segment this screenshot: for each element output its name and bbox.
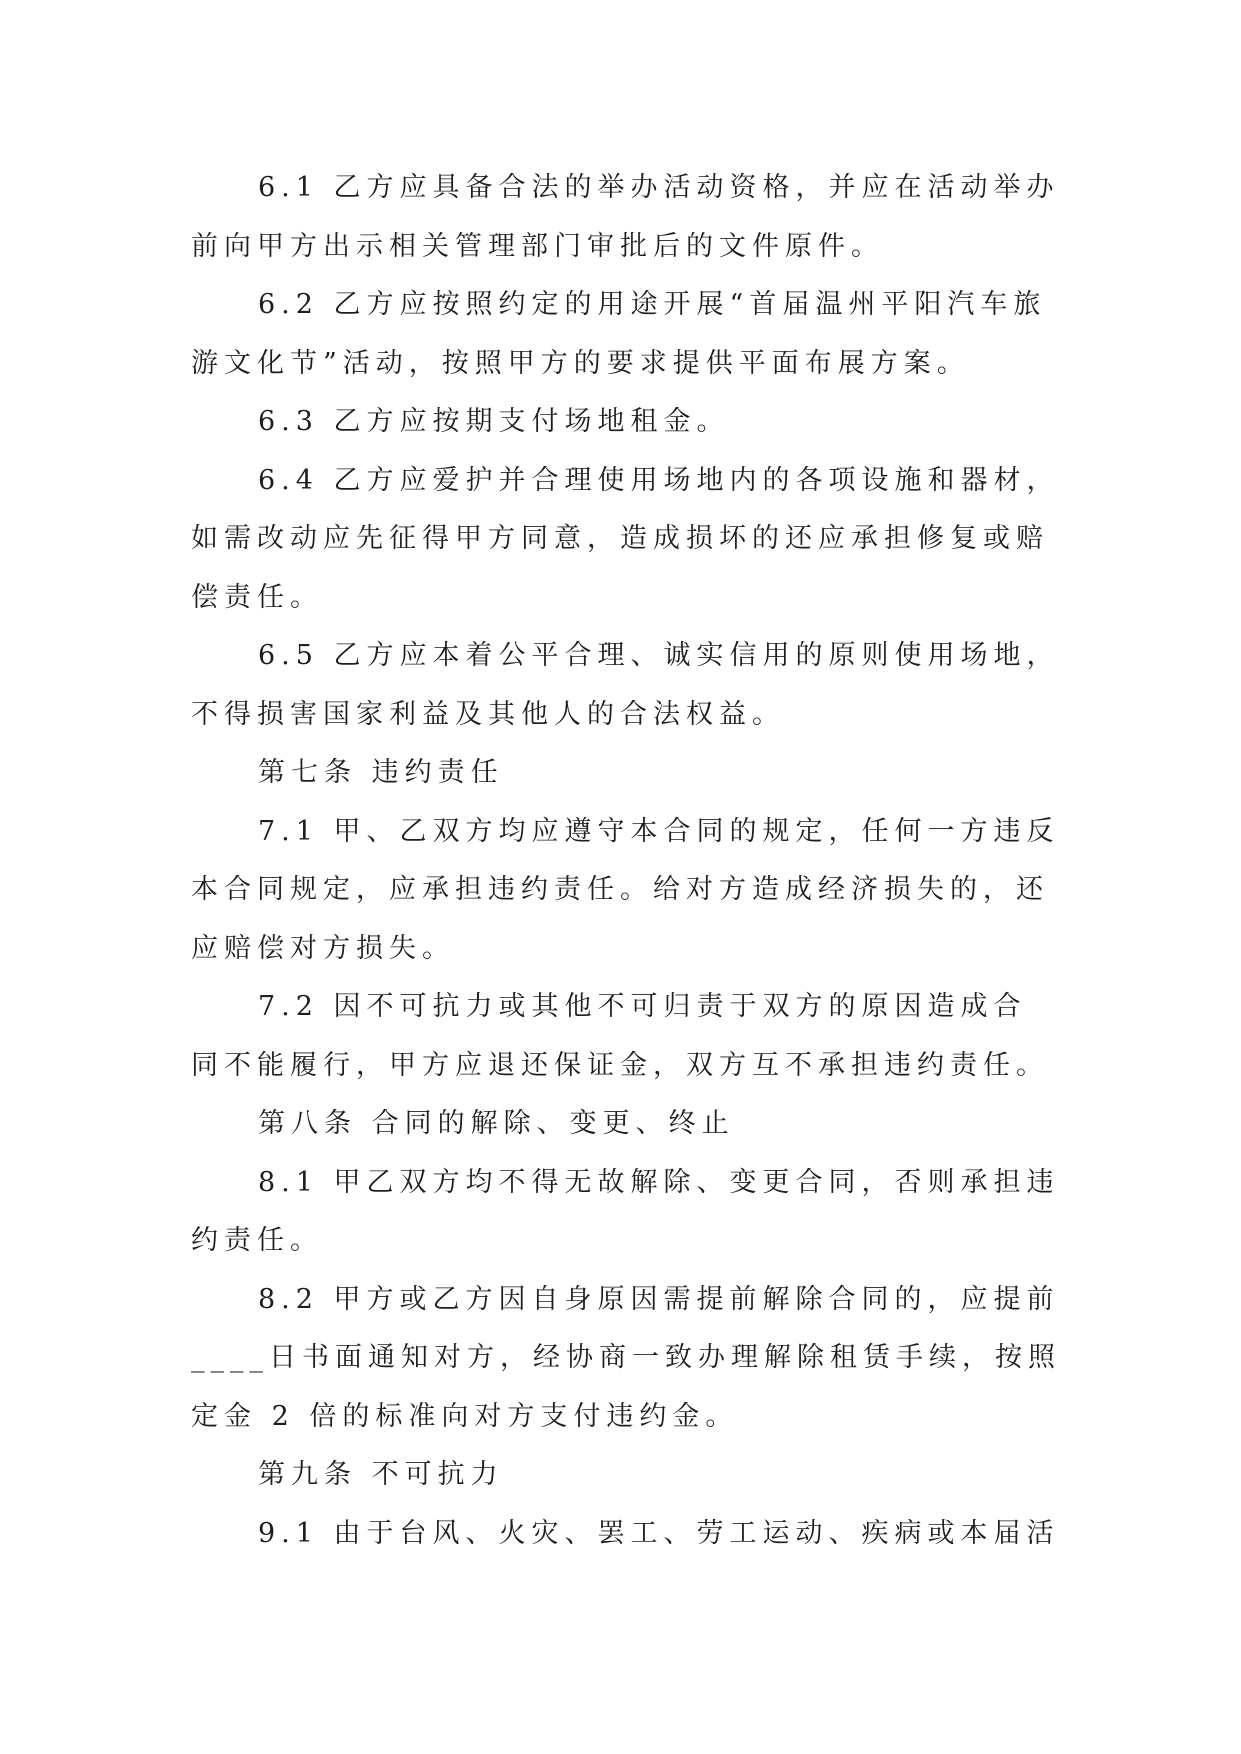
- text-line: 9.1 由于台风、火灾、罢工、劳工运动、疾病或本届活: [258, 1517, 1060, 1549]
- text-line: 本合同规定，应承担违约责任。给对方造成经济损失的，还: [191, 874, 1049, 905]
- text-line: 游文化节”活动，按照甲方的要求提供平面布展方案。: [191, 347, 970, 379]
- clause-8-2: [191, 1271, 1091, 1447]
- text-line: 不得损害国家利益及其他人的合法权益。: [191, 698, 785, 730]
- text-line: 6.3 乙方应按期支付场地租金。: [258, 406, 730, 437]
- clause-6-1: [191, 159, 1091, 276]
- text-line: 6.4 乙方应爱护并合理使用场地内的各项设施和器材，: [258, 464, 1060, 496]
- text-line: 6.5 乙方应本着公平合理、诚实信用的原则使用场地，: [258, 640, 1060, 671]
- clause-7-2: [191, 978, 1091, 1095]
- clause-9-1: [191, 1505, 1091, 1564]
- text-line: 应赔偿对方损失。: [191, 932, 455, 964]
- article-9-heading: [191, 1446, 1091, 1505]
- clause-6-3: [191, 393, 1091, 452]
- clause-6-2: [191, 276, 1091, 393]
- text-line: 约责任。: [191, 1225, 323, 1256]
- text-line: 如需改动应先征得甲方同意，造成损坏的还应承担修复或赔: [191, 523, 1049, 554]
- heading-line: 第九条 不可抗力: [258, 1459, 504, 1490]
- text-line: 7.2 因不可抗力或其他不可归责于双方的原因造成合: [258, 991, 1027, 1022]
- heading-line: 第八条 合同的解除、变更、终止: [258, 1108, 735, 1139]
- text-line: 8.2 甲方或乙方因自身原因需提前解除合同的，应提前: [258, 1283, 1060, 1315]
- article-8-heading: [191, 1095, 1091, 1154]
- text-line: 前向甲方出示相关管理部门审批后的文件原件。: [191, 230, 884, 262]
- text-line: 7.1 甲、乙双方均应遵守本合同的规定，任何一方违反: [258, 815, 1060, 847]
- document-body: [191, 159, 1091, 1563]
- text-line: 定金 2 倍的标准向对方支付违约金。: [191, 1400, 739, 1432]
- heading-line: 第七条 违约责任: [258, 757, 504, 788]
- text-line: 6.1 乙方应具备合法的举办活动资格，并应在活动举办: [258, 172, 1060, 203]
- clause-6-4: [191, 452, 1091, 628]
- text-line: 同不能履行，甲方应退还保证金，双方互不承担违约责任。: [191, 1049, 1049, 1081]
- text-line: 6.2 乙方应按照约定的用途开展“首届温州平阳汽车旅: [258, 289, 1047, 320]
- clause-6-5: [191, 627, 1091, 744]
- text-line: 8.1 甲乙双方均不得无故解除、变更合同，否则承担违: [258, 1166, 1060, 1198]
- clause-7-1: [191, 803, 1091, 979]
- article-7-heading: [191, 744, 1091, 803]
- text-line: 偿责任。: [191, 581, 323, 613]
- text-line: ____日书面通知对方，经协商一致办理解除租赁手续，按照: [191, 1342, 1061, 1373]
- clause-8-1: [191, 1154, 1091, 1271]
